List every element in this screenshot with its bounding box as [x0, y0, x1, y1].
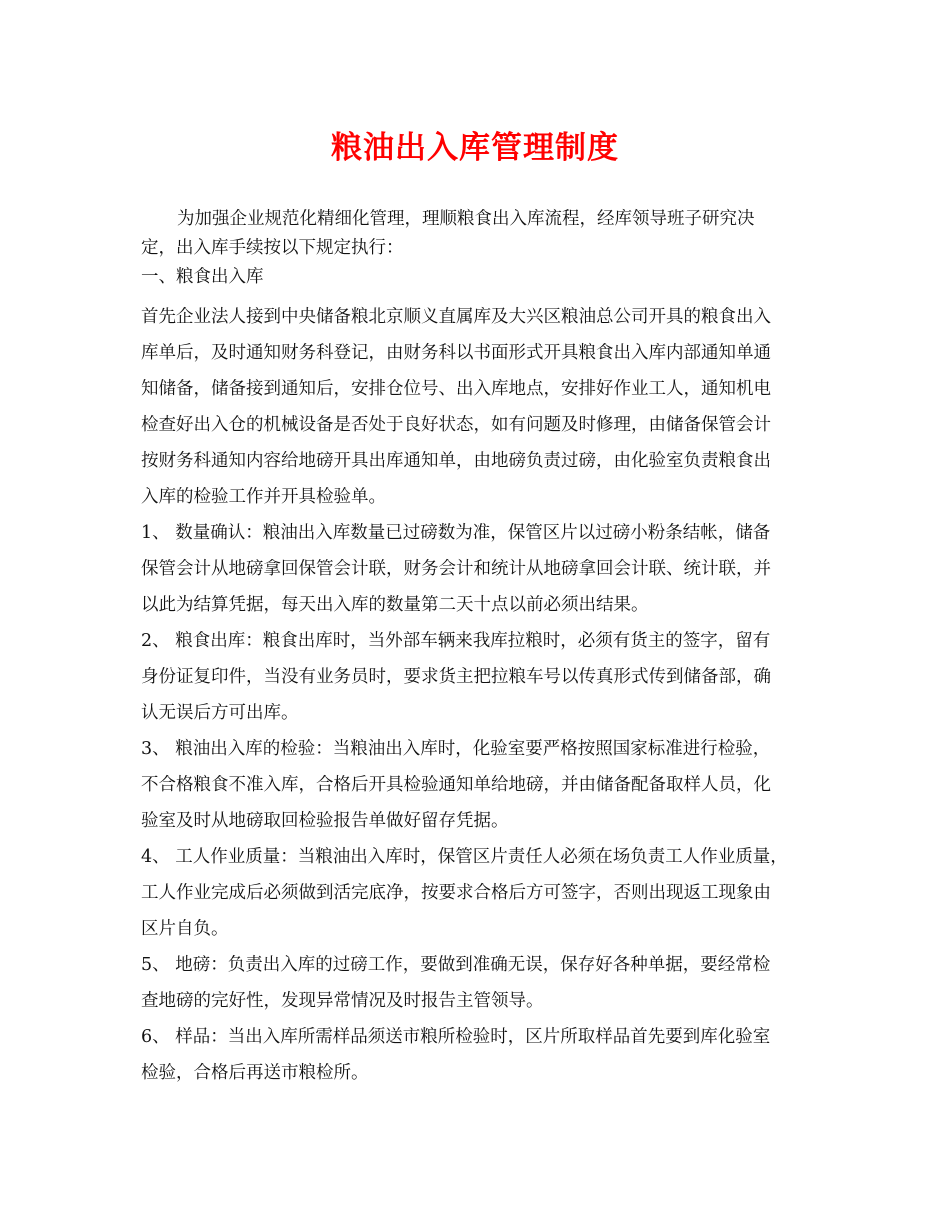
list-item-line: 1、 数量确认：粮油出入库数量已过磅数为准，保管区片以过磅小粉条结帐，储备 — [141, 523, 771, 543]
section-line: 按财务科通知内容给地磅开具出库通知单，由地磅负责过磅，由化验室负责粮食出 — [141, 451, 771, 471]
list-item-line: 认无误后方可出库。 — [141, 703, 299, 723]
list-item-line: 保管会计从地磅拿回保管会计联，财务会计和统计从地磅拿回会计联、统计联，并 — [141, 559, 771, 579]
intro-paragraph — [141, 205, 813, 263]
intro-line: 为加强企业规范化精细化管理，理顺粮食出入库流程，经库领导班子研究决 — [177, 209, 755, 229]
intro-line: 定，出入库手续按以下规定执行： — [141, 238, 404, 258]
section-line: 入库的检验工作并开具检验单。 — [141, 487, 386, 507]
section-line: 检查好出入仓的机械设备是否处于良好状态，如有问题及时修理，由储备保管会计 — [141, 415, 771, 435]
list-item-line: 查地磅的完好性，发现异常情况及时报告主管领导。 — [141, 991, 544, 1011]
list-item-line: 区片自负。 — [141, 919, 229, 939]
document-title: 粮油出入库管理制度 — [331, 130, 619, 166]
list-item — [141, 515, 813, 623]
list-item — [141, 731, 813, 839]
section-line: 知储备，储备接到通知后，安排仓位号、出入库地点，安排好作业工人，通知机电 — [141, 379, 771, 399]
list-item-line: 5、 地磅：负责出入库的过磅工作，要做到准确无误，保存好各种单据，要经常检 — [141, 955, 771, 975]
list-item-line: 4、 工人作业质量：当粮油出入库时，保管区片责任人必须在场负责工人作业质量， — [141, 847, 788, 867]
list-item-line: 3、 粮油出入库的检验：当粮油出入库时，化验室要严格按照国家标准进行检验， — [141, 739, 771, 759]
section-heading: 一、粮食出入库 — [141, 267, 264, 287]
section-line: 首先企业法人接到中央储备粮北京顺义直属库及大兴区粮油总公司开具的粮食出入 — [141, 307, 771, 327]
list-item — [141, 1019, 813, 1091]
list-item-line: 检验，合格后再送市粮检所。 — [141, 1063, 369, 1083]
list-item-line: 不合格粮食不准入库，合格后开具检验通知单给地磅，并由储备配备取样人员，化 — [141, 775, 771, 795]
list-item-line: 6、 样品：当出入库所需样品须送市粮所检验时，区片所取样品首先要到库化验室 — [141, 1027, 771, 1047]
section-paragraph — [141, 299, 813, 515]
list-item — [141, 947, 813, 1019]
list-item-line: 工人作业完成后必须做到活完底净，按要求合格后方可签字，否则出现返工现象由 — [141, 883, 771, 903]
list-item-line: 身份证复印件，当没有业务员时，要求货主把拉粮车号以传真形式传到储备部，确 — [141, 667, 771, 687]
document-body — [141, 205, 813, 1091]
list-item-line: 以此为结算凭据，每天出入库的数量第二天十点以前必须出结果。 — [141, 595, 649, 615]
list-item-line: 2、 粮食出库：粮食出库时，当外部车辆来我库拉粮时，必须有货主的签字，留有 — [141, 631, 771, 651]
list-item-line: 验室及时从地磅取回检验报告单做好留存凭据。 — [141, 811, 509, 831]
list-item — [141, 839, 813, 947]
section-line: 库单后，及时通知财务科登记，由财务科以书面形式开具粮食出入库内部通知单通 — [141, 343, 771, 363]
list-item — [141, 623, 813, 731]
